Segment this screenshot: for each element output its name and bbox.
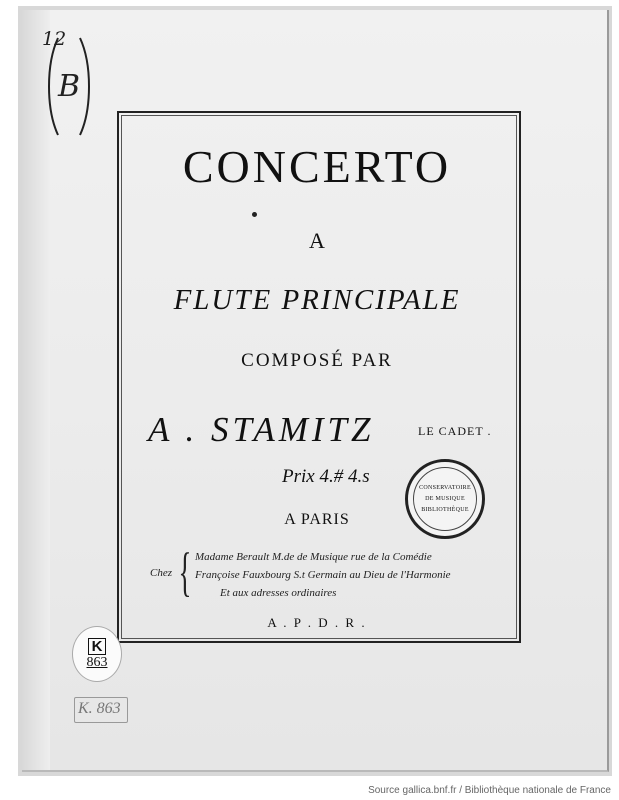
library-stamp-line-1: CONSERVATOIRE (419, 484, 471, 491)
page-title: CONCERTO (182, 141, 452, 192)
library-stamp (405, 459, 485, 539)
publication-city: A PARIS (284, 511, 350, 528)
composer-suffix: LE CADET . (418, 424, 492, 438)
shelf-mark-number: 12 (42, 28, 67, 50)
shelf-mark-letter: B (57, 69, 81, 104)
call-number-stamp (72, 626, 122, 682)
pencil-note: K. 863 (78, 700, 121, 717)
composer-name: A . STAMITZ (148, 410, 375, 449)
publisher-line-1: Madame Berault M.de de Musique rue de la Comédie (195, 551, 432, 563)
publisher-line-3: Et aux adresses ordinaires (220, 587, 337, 599)
preposition: A (309, 228, 325, 253)
library-stamp-inner (413, 467, 477, 531)
ink-dot (252, 212, 257, 217)
instrument: FLUTE PRINCIPALE (173, 284, 461, 316)
call-stamp-number: 863 (86, 654, 108, 670)
publisher-chez: Chez (150, 567, 172, 579)
publisher-brace: { (178, 542, 192, 602)
composed-by: COMPOSÉ PAR (241, 350, 393, 371)
library-stamp-line-3: BIBLIOTHÈQUE (421, 506, 469, 513)
library-stamp-line-2: DE MUSIQUE (425, 495, 465, 502)
privilege-mark: A . P . D . R . (267, 615, 367, 630)
price: Prix 4.# 4.s (282, 466, 370, 487)
call-stamp-letter: K (88, 638, 107, 655)
publisher-line-2: Françoise Fauxbourg S.t Germain au Dieu de l'Harmonie (195, 569, 451, 581)
source-credit: Source gallica.bnf.fr / Bibliothèque nationale de France (368, 785, 611, 796)
